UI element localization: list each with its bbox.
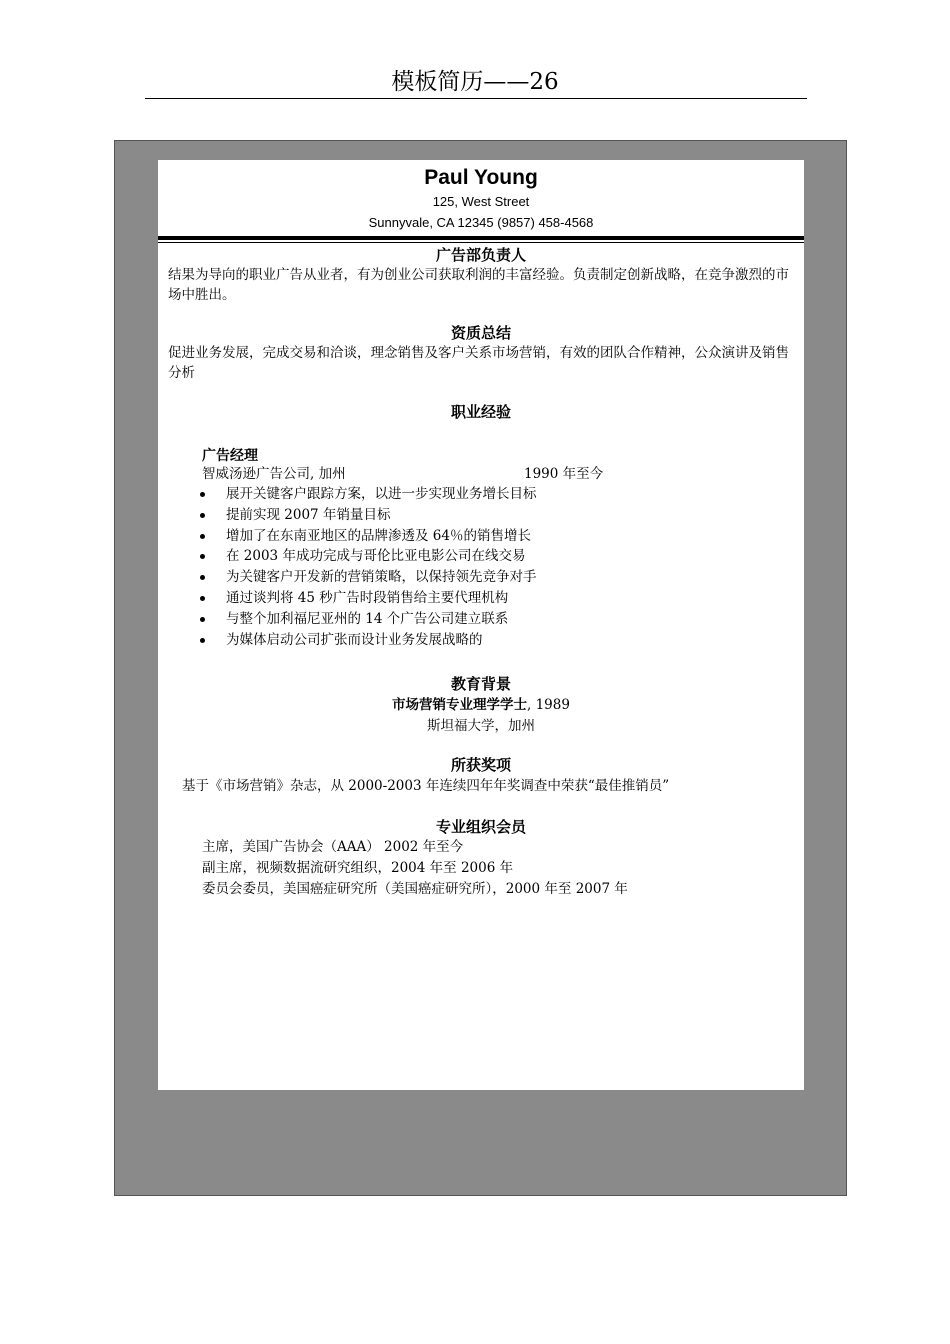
list-item: 提前实现 2007 年销量目标 bbox=[200, 505, 760, 526]
award-text: 基于《市场营销》杂志，从 2000-2003 年连续四年年奖调查中荣获“最佳推销员” bbox=[182, 778, 670, 794]
job-dates: 1990 年至今 bbox=[524, 466, 604, 482]
list-item: 与整个加利福尼亚州的 14 个广告公司建立联系 bbox=[200, 609, 760, 630]
resume-sheet bbox=[158, 160, 804, 1090]
summary-heading: 资质总结 bbox=[450, 324, 511, 342]
list-item: 通过谈判将 45 秒广告时段销售给主要代理机构 bbox=[200, 588, 760, 609]
education-degree-line bbox=[158, 695, 804, 715]
memberships-heading: 专业组织会员 bbox=[435, 818, 526, 836]
list-item: 为关键客户开发新的营销策略，以保持领先竞争对手 bbox=[200, 567, 760, 588]
company-name: 智威汤逊广告公司, 加州 bbox=[202, 466, 346, 482]
title-underline bbox=[145, 98, 807, 99]
list-item: 展开关键客户跟踪方案，以进一步实现业务增长目标 bbox=[200, 484, 760, 505]
list-item: 为媒体启动公司扩张而设计业务发展战略的 bbox=[200, 630, 760, 651]
page-title: 模板简历——26 bbox=[391, 69, 559, 95]
candidate-name: Paul Young bbox=[424, 166, 538, 189]
header-rule-thick bbox=[158, 236, 804, 240]
degree: 市场营销专业理学学士 bbox=[392, 697, 528, 713]
list-item: 在 2003 年成功完成与哥伦比亚电影公司在线交易 bbox=[200, 546, 760, 567]
address-line-1: 125, West Street bbox=[432, 194, 530, 209]
objective-heading: 广告部负责人 bbox=[435, 246, 526, 264]
awards-heading: 所获奖项 bbox=[450, 756, 511, 774]
achievement-list bbox=[200, 484, 760, 650]
membership-item: 副主席，视频数据流研究组织，2004 年至 2006 年 bbox=[202, 860, 514, 876]
graduation-year: , 1989 bbox=[527, 697, 570, 713]
objective-text: 结果为导向的职业广告从业者，有为创业公司获取利润的丰富经验。负责制定创新战略，在竞争激烈的市场中胜出。 bbox=[168, 267, 789, 303]
address-line-2: Sunnyvale, CA 12345 (9857) 458-4568 bbox=[368, 215, 594, 230]
education-heading: 教育背景 bbox=[450, 675, 511, 693]
list-item: 增加了在东南亚地区的品牌渗透及 64％的销售增长 bbox=[200, 526, 760, 547]
membership-item: 委员会委员，美国癌症研究所（美国癌症研究所），2000 年至 2007 年 bbox=[202, 881, 628, 897]
summary-text: 促进业务发展，完成交易和洽谈，理念销售及客户关系市场营销，有效的团队合作精神，公众演讲及销售分析 bbox=[168, 345, 789, 381]
school-name: 斯坦福大学，加州 bbox=[427, 718, 535, 734]
job-title: 广告经理 bbox=[202, 448, 258, 464]
experience-heading: 职业经验 bbox=[450, 403, 511, 421]
membership-item: 主席，美国广告协会（AAA） 2002 年至今 bbox=[202, 839, 464, 855]
header-rule-thin bbox=[158, 242, 804, 243]
